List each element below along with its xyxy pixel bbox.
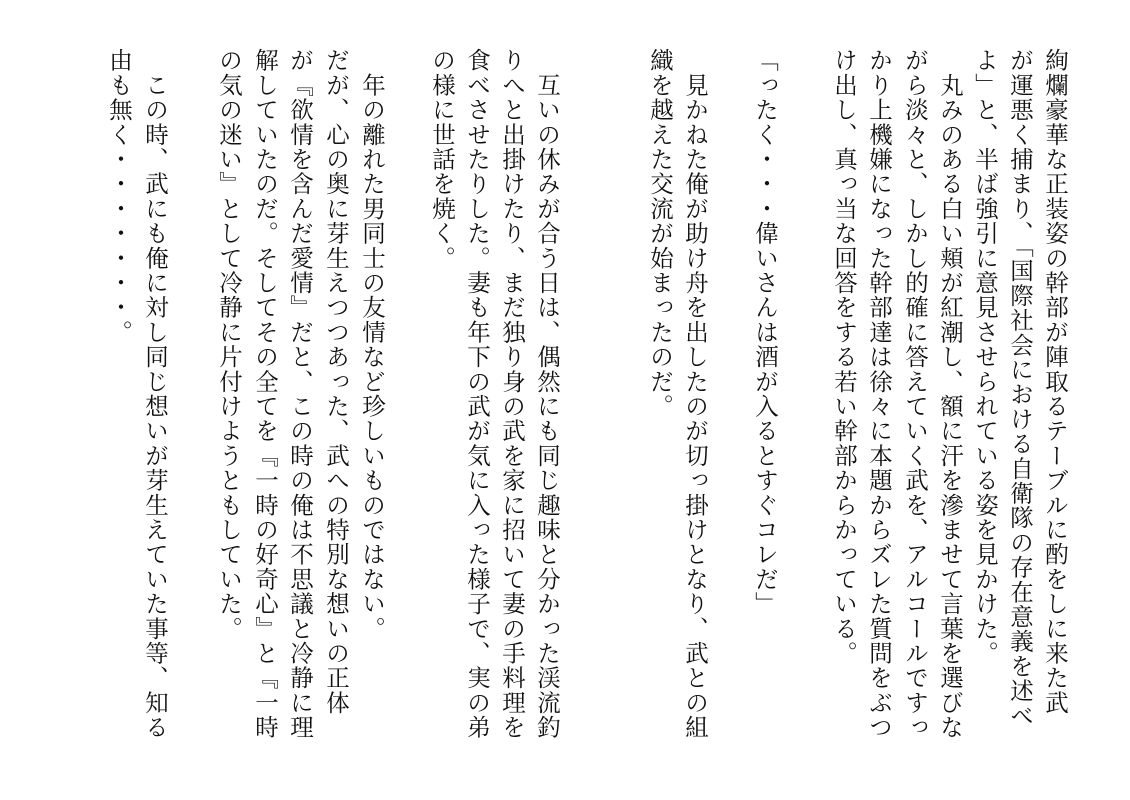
text-line: の気の迷い』として冷静に片付けようともしていた。	[215, 48, 243, 641]
text-line: け出し、真っ当な回答をする若い幹部からかっている。	[830, 48, 858, 666]
blank-line	[610, 48, 640, 768]
text-line: が『欲情を含んだ愛情』だと、この時の俺は不思議と冷静に理	[286, 48, 314, 740]
text-line: 互いの休みが合う日は、偶然にも同じ趣味と分かった渓流釣	[533, 48, 561, 740]
text-line: 織を越えた交流が始まったのだ。	[646, 48, 674, 419]
text-line: りへと出掛けたり、まだ独り身の武を家に招いて妻の手料理を	[498, 48, 526, 740]
blank-line	[793, 48, 823, 768]
text-line: 由も無く・・・・・・・。	[105, 48, 133, 345]
blank-line	[715, 48, 745, 768]
text-line: 年の離れた男同士の友情など珍しいものではない。	[358, 48, 386, 641]
text-line: 食べさせたりした。妻も年下の武が気に入った様子で、実の弟	[463, 48, 491, 740]
text-line: 絢爛豪華な正装姿の幹部が陣取るテーブルに酌をしに来た武	[1041, 48, 1069, 715]
text-line: よ」と、半ば強引に意見させられている姿を見かけた。	[971, 48, 999, 666]
text-line: 解していたのだ。そしてその全てを『一時の好奇心』と『一時	[251, 48, 279, 740]
text-line: この時、武にも俺に対し同じ想いが芽生えていた事等、知る	[141, 48, 169, 740]
text-line: の様に世話を焼く。	[428, 48, 456, 271]
blank-line	[392, 48, 422, 768]
text-line: 丸みのある白い頬が紅潮し、額に汗を滲ませて言葉を選びな	[936, 48, 964, 740]
text-line: だが、心の奥に芽生えつつあった、武への特別な想いの正体	[322, 48, 350, 715]
text-line: 「ったく・・・偉いさんは酒が入るとすぐコレだ」	[751, 48, 779, 617]
text-line: かり上機嫌になった幹部達は徐々に本題からズレた質問をぶつ	[865, 48, 893, 740]
text-line: 見かねた俺が助け舟を出したのが切っ掛けとなり、武との組	[681, 48, 709, 740]
blank-line	[179, 48, 209, 768]
text-line: がら淡々と、しかし的確に答えていく武を、アルコールですっ	[901, 48, 929, 740]
text-line: が運悪く捕まり、「国際社会における自衛隊の存在意義を述べ	[1006, 48, 1034, 728]
